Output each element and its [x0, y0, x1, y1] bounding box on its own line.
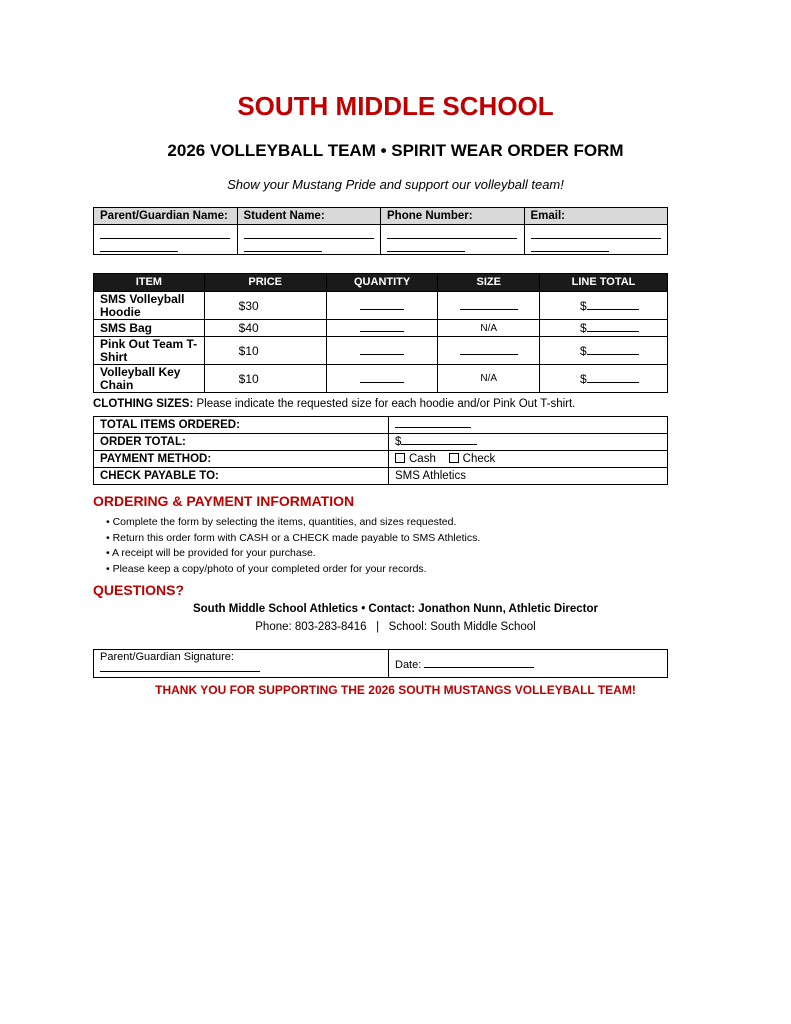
- total-items-label: TOTAL ITEMS ORDERED:: [94, 417, 389, 434]
- price-column-header: PRICE: [204, 274, 326, 292]
- order-total-field[interactable]: $: [389, 434, 668, 451]
- parent-name-header: Parent/Guardian Name:: [94, 208, 238, 225]
- total-items-field[interactable]: [389, 417, 668, 434]
- quantity-field[interactable]: [326, 292, 438, 320]
- list-item: • Complete the form by selecting the items, quantities, and sizes requested.: [106, 516, 457, 528]
- date-field[interactable]: [389, 650, 668, 678]
- student-name-field[interactable]: [237, 225, 381, 255]
- questions-heading: QUESTIONS?: [93, 582, 185, 598]
- checkbox-icon: [395, 453, 405, 463]
- ordering-heading: ORDERING & PAYMENT INFORMATION: [93, 493, 355, 509]
- thank-you-message: THANK YOU FOR SUPPORTING THE 2026 SOUTH MUSTANGS VOLLEYBALL TEAM!: [155, 683, 636, 697]
- items-table: [93, 273, 668, 393]
- quantity-field[interactable]: [326, 320, 438, 337]
- signature-table: [93, 649, 668, 678]
- item-name: Volleyball Key Chain: [94, 365, 205, 393]
- line-total-field[interactable]: $: [540, 365, 668, 393]
- item-name: SMS Bag: [94, 320, 205, 337]
- order-total-label: ORDER TOTAL:: [94, 434, 389, 451]
- order-summary-table: [93, 416, 668, 485]
- table-row: [94, 320, 668, 337]
- check-checkbox[interactable]: Check: [449, 453, 496, 465]
- contact-line: South Middle School Athletics • Contact: Jonathon Nunn, Athletic Director: [192, 603, 599, 615]
- table-row: [94, 337, 668, 365]
- item-price: $30: [204, 292, 326, 320]
- clothing-sizes-text: Please indicate the requested size for each hoodie and/or Pink Out T-shirt.: [193, 398, 576, 410]
- item-price: $10: [204, 365, 326, 393]
- email-header: Email:: [524, 208, 668, 225]
- payment-method-options: [389, 451, 668, 468]
- line-total-column-header: LINE TOTAL: [540, 274, 668, 292]
- table-row: [94, 365, 668, 393]
- quantity-field[interactable]: [326, 337, 438, 365]
- check-payable-value: SMS Athletics: [389, 468, 668, 485]
- line-total-field[interactable]: $: [540, 292, 668, 320]
- item-column-header: ITEM: [94, 274, 205, 292]
- size-na: N/A: [438, 320, 540, 337]
- checkbox-icon: [449, 453, 459, 463]
- list-item: • A receipt will be provided for your purchase.: [106, 547, 316, 559]
- quantity-field[interactable]: [326, 365, 438, 393]
- size-field[interactable]: [438, 292, 540, 320]
- ordering-bullets: [106, 515, 480, 577]
- clothing-sizes-label: CLOTHING SIZES:: [93, 398, 194, 410]
- check-payable-label: CHECK PAYABLE TO:: [94, 468, 389, 485]
- list-item: • Please keep a copy/photo of your completed order for your records.: [106, 562, 427, 575]
- line-total-field[interactable]: $: [540, 320, 668, 337]
- size-column-header: SIZE: [438, 274, 540, 292]
- form-tagline: Show your Mustang Pride and support our volleyball team!: [227, 177, 564, 192]
- table-row: [94, 292, 668, 320]
- date-label: Date:: [395, 659, 422, 671]
- size-na: N/A: [438, 365, 540, 393]
- contact-info-table: [93, 207, 668, 255]
- list-item: • Return this order form with CASH or a CHECK made payable to SMS Athletics.: [106, 531, 481, 544]
- item-name: Pink Out Team T-Shirt: [94, 337, 205, 365]
- phone-number-header: Phone Number:: [381, 208, 525, 225]
- size-field[interactable]: [438, 337, 540, 365]
- school-title: SOUTH MIDDLE SCHOOL: [237, 91, 554, 121]
- quantity-column-header: QUANTITY: [326, 274, 438, 292]
- email-field[interactable]: [524, 225, 668, 255]
- phone-number-field[interactable]: [381, 225, 525, 255]
- student-name-header: Student Name:: [237, 208, 381, 225]
- form-subtitle: 2026 VOLLEYBALL TEAM • SPIRIT WEAR ORDER FORM: [167, 141, 624, 160]
- parent-name-field[interactable]: [94, 225, 238, 255]
- phone-line: Phone: 803-283-8416 | School: South Middle School: [255, 621, 536, 633]
- signature-field[interactable]: [94, 650, 389, 678]
- payment-method-label: PAYMENT METHOD:: [94, 451, 389, 468]
- item-price: $40: [204, 320, 326, 337]
- line-total-field[interactable]: $: [540, 337, 668, 365]
- clothing-sizes-note: [93, 398, 575, 410]
- signature-label: Parent/Guardian Signature:: [100, 651, 234, 663]
- item-name: SMS Volleyball Hoodie: [94, 292, 205, 320]
- item-price: $10: [204, 337, 326, 365]
- cash-checkbox[interactable]: Cash: [395, 453, 436, 465]
